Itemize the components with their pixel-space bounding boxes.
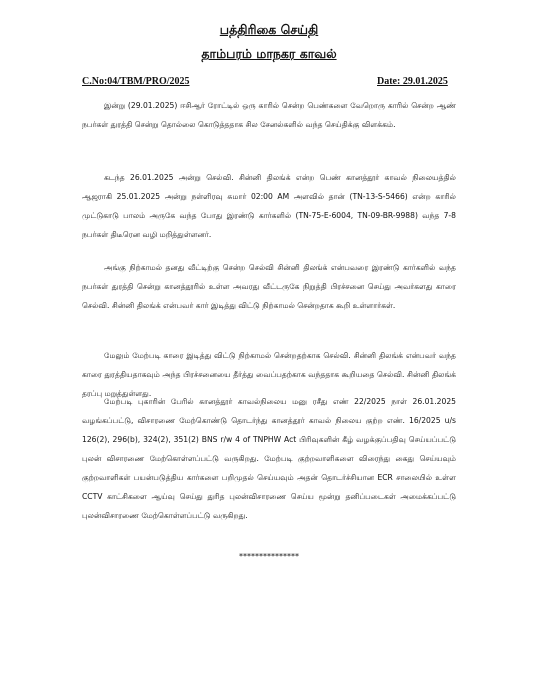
document-date: Date: 29.01.2025: [377, 76, 448, 87]
document-title: பத்திரிகை செய்தி: [219, 22, 319, 37]
document-subtitle: தாம்பரம் மாநகர காவல்: [201, 46, 337, 61]
paragraph-intro: இன்று (29.01.2025) ஈசிஆர் ரோட்டில் ஒரு காரில் சென்ற பெண்களை வேறொரு காரில் சென்ற ஆண் நபர்கள் துரத்தி சென்று தொல்லை கொடுத்ததாக சில சேனல்களில் வந்த செய்திக்கு விளக்கம்.: [82, 101, 456, 129]
paragraph-incident: அங்கு நிற்காமல் தனது வீட்டிற்கு சென்ற செல்வி சின்னி திலங்க் என்பவரை இரண்டு கார்களில் வந்த நபர்கள் துரத்தி சென்று கானத்தூரில் உள்ள அவரது வீட்டருகே நிறுத்தி பிரச்சனை செய்து அவர்களது காரை செல்வி. சின்னி திலங்க் என்பவர் கார் இடித்து விட்டு நிற்காமல் சென்றதாக கூறி உள்ளார்கள்.: [82, 263, 456, 310]
paragraph-complaint: கடந்த 26.01.2025 அன்று செல்வி. சின்னி திலங்க் என்ற பெண் கானத்தூர் காவல் நிலையத்தில் ஆஜராகி 25.01.2025 அன்று நள்ளிரவு சுமார் 02:00 AM அளவில் தான் (TN-13-S-5466) என்ற காரில் முட்டுகாடு பாலம் அருகே வந்த போது இரண்டு கார்களில் (TN-75-E-6004, TN-09-BR-9988) வந்த 7-8 நபர்கள் திடீரென வழி மறித்துள்ளனர்.: [82, 173, 456, 239]
reference-number: C.No:04/TBM/PRO/2025: [82, 76, 190, 87]
end-marker: ***************: [239, 552, 299, 561]
paragraph-investigation: மேற்படி புகாரின் பேரில் கானத்தூர் காவல்நிலைய மனு ரசீது எண் 22/2025 நாள் 26.01.2025 வழங்கப்பட்டு, விசாரணை மேற்கொண்டு தொடர்ந்து கானத்தூர் காவல் நிலைய குற்ற எண். 16/2025 u/s 126(2), 296(b), 324(2), 351(2) BNS r/w 4 of TNPHW Act பிரிவுகளின் கீழ் வழக்குப்பதிவு செய்யப்பட்டு புலன் விசாரணை மேற்கொள்ளப்பட்டு வருகிறது. மேற்படி குற்றவாளிகளை விரைந்து கைது செய்யவும் குற்றவாளிகள் பயன்படுத்திய கார்களை பறிமுதல் செய்யவும் அதன் தொடர்ச்சியான ECR சாலையில் உள்ள CCTV காட்சிகளை ஆய்வு செய்து துரித புலன்விசாரணை செய்ய மூன்று தனிப்படைகள் அமைக்கப்பட்டு புலன்விசாரணை மேற்கொள்ளப்பட்டு வருகிறது.: [82, 397, 456, 520]
paragraph-counter-claim: மேலும் மேற்படி காரை இடித்து விட்டு நிற்காமல் சென்றதற்காக செல்வி. சின்னி திலங்க் என்பவர் வந்த காரை துரத்தியதாகவும் அந்த பிரச்சனையை தீர்த்து வைப்பதற்காக வந்ததாக கூறியதை செல்வி. சின்னி திலங்க் தரப்பு மறுத்துள்ளது.: [82, 351, 456, 398]
